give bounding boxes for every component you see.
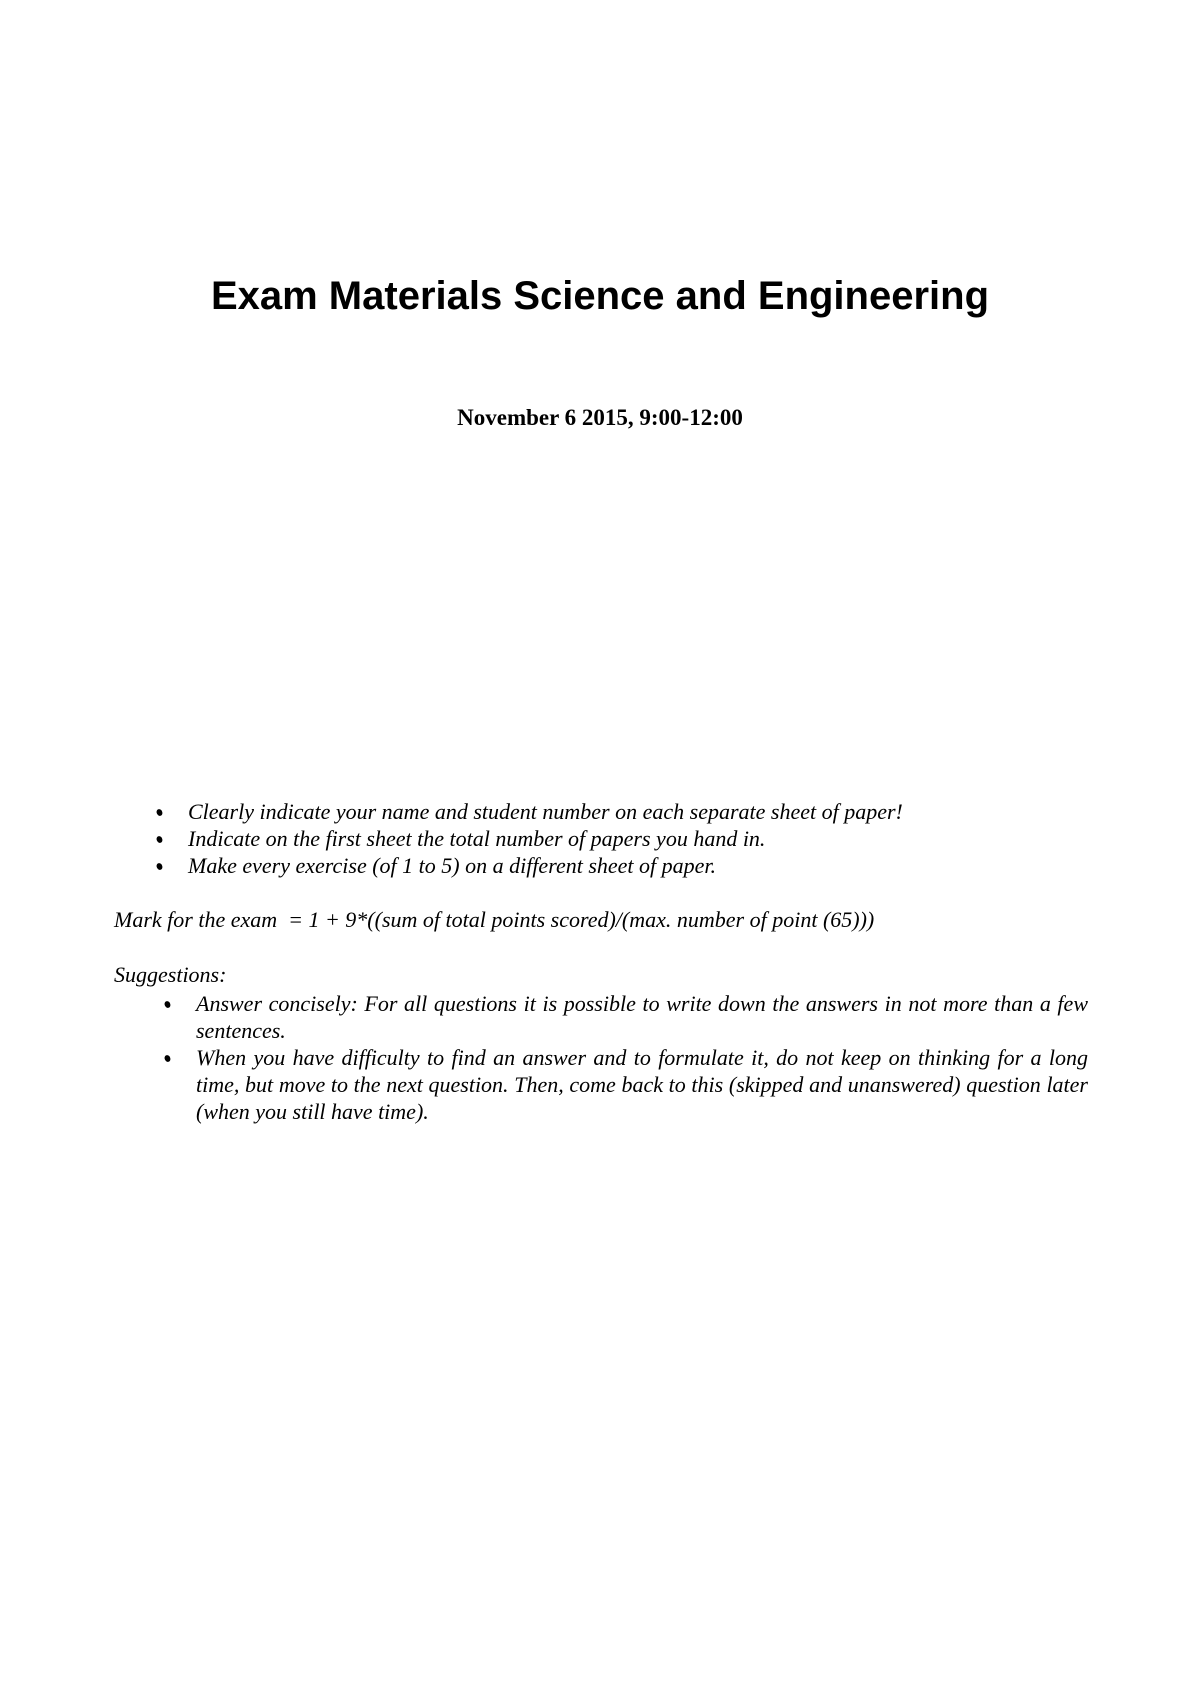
exam-date-time: November 6 2015, 9:00-12:00 [457,405,743,430]
instruction-item [150,798,1100,825]
suggestions-heading: Suggestions: [114,962,227,987]
instruction-list [150,798,1100,879]
suggestion-item [158,990,1088,1044]
bullet-icon [163,1000,171,1009]
suggestion-text: Answer concisely: For all questions it is possible to write down the answers in not more than a few sentences. [196,991,1088,1043]
suggestion-item [158,1044,1088,1125]
instruction-text: Clearly indicate your name and student number on each separate sheet of paper! [188,799,903,824]
document-title: Exam Materials Science and Engineering [210,274,990,318]
instruction-text: Make every exercise (of 1 to 5) on a different sheet of paper. [188,853,717,878]
instruction-item [150,852,1100,879]
suggestion-list [158,990,1088,1125]
bullet-icon [155,808,163,817]
bullet-icon [155,862,163,871]
instruction-item [150,825,1100,852]
instruction-text: Indicate on the first sheet the total number of papers you hand in. [188,826,766,851]
mark-formula: Mark for the exam = 1 + 9*((sum of total points scored)/(max. number of point (65))) [114,907,875,932]
suggestion-text: When you have difficulty to find an answer and to formulate it, do not keep on thinking for a long time, but move to the next question. Then, come back to this (skipped and unanswered) question later (when you still have time). [196,1045,1088,1124]
bullet-icon [163,1054,171,1063]
bullet-icon [155,835,163,844]
